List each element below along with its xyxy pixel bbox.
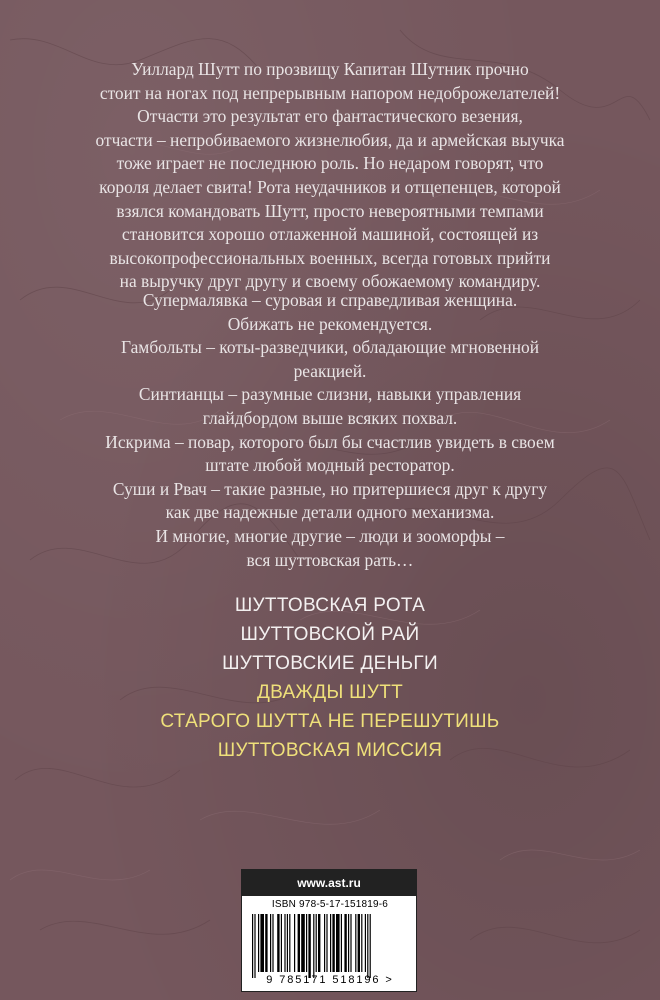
isbn-text: ISBN 978-5-17-151819-6 <box>271 899 389 910</box>
blurb-line: тоже играет не последнюю роль. Но недаром говорят, что <box>116 153 544 174</box>
character-line: Гамбольты – коты-разведчики, обладающие мгновенной <box>120 337 540 358</box>
barcode-bar <box>306 914 307 972</box>
series-title: ШУТТОВСКОЙ РАЙ <box>240 624 420 645</box>
barcode-bar <box>355 914 356 972</box>
barcode-bar <box>324 914 325 972</box>
barcode-bar <box>272 914 273 972</box>
series-title: ШУТТОВСКАЯ РОТА <box>234 595 426 616</box>
barcode-bar <box>318 914 320 972</box>
barcode-bar <box>265 914 267 972</box>
barcode-bar <box>344 914 346 972</box>
barcode-bar <box>289 914 290 972</box>
series-list <box>60 591 600 765</box>
series-title-highlighted: ШУТТОВСКАЯ МИССИЯ <box>217 740 443 761</box>
blurb-line: взялся командовать Шутт, просто невероятными темпами <box>116 200 544 221</box>
barcode-bar <box>287 914 288 972</box>
barcode-bar <box>358 914 360 972</box>
barcode-bar <box>270 914 271 972</box>
barcode-bar <box>332 914 334 972</box>
characters-paragraph <box>60 289 600 572</box>
barcode-bar <box>277 914 279 972</box>
blurb-line: стоит на ногах под непрерывным напором недоброжелателей! <box>99 82 561 103</box>
barcode-bar <box>341 914 342 972</box>
blurb-line: высокопрофессиональных военных, всегда готовых прийти <box>109 247 551 268</box>
character-line: Синтианцы – разумные слизни, навыки управления <box>138 384 522 405</box>
character-line: глайдбордом выше всяких похвал. <box>202 407 458 428</box>
barcode-bar <box>254 914 255 978</box>
blurb-line: отчасти – непробиваемого жизнелюбия, да и армейская выучка <box>95 129 565 150</box>
blurb-line: Уиллард Шутт по прозвищу Капитан Шутник прочно <box>131 59 529 79</box>
blurb-line: становится хорошо отлаженной машиной, состоящей из <box>121 224 539 245</box>
barcode-bar <box>361 914 362 972</box>
character-line: Искрима – повар, которого был бы счастлив увидеть в своем <box>105 431 555 452</box>
barcode-bar <box>365 914 366 972</box>
barcode-bar <box>367 914 368 978</box>
barcode-bar <box>294 914 295 972</box>
character-line: вся шуттовская рать… <box>246 549 414 570</box>
barcode-bar <box>281 914 282 972</box>
ean-digits: 9 785171 518196 > <box>266 974 394 986</box>
series-title-highlighted: ДВАЖДЫ ШУТТ <box>256 682 404 703</box>
blurb-line: на выручку друг другу и своему обожаемому командиру. <box>119 271 541 292</box>
blurb-line: короля делает свита! Рота неудачников и отщепенцев, которой <box>99 176 561 197</box>
barcode-bar <box>252 914 253 978</box>
series-title: ШУТТОВСКИЕ ДЕНЬГИ <box>222 653 438 674</box>
barcode-bar <box>284 914 285 972</box>
barcode-bar <box>308 914 310 978</box>
series-title-highlighted: СТАРОГО ШУТТА НЕ ПЕРЕШУТИШЬ <box>160 711 500 732</box>
character-line: Супермалявка – суровая и справедливая женщина. <box>142 290 518 310</box>
barcode-bar <box>258 914 259 972</box>
barcode-bar <box>370 914 371 978</box>
barcode-bars <box>252 914 408 978</box>
publisher-website: www.ast.ru <box>242 870 416 896</box>
blurb-line: Отчасти это результат его фантастического везения, <box>137 106 523 127</box>
blurb-paragraph <box>60 58 600 294</box>
barcode-block <box>241 869 417 992</box>
character-line: Обижать не рекомендуется. <box>227 313 433 334</box>
barcode-bar <box>298 914 300 972</box>
character-line: реакцией. <box>293 360 367 381</box>
character-line: Суши и Рвач – такие разные, но притершиеся друг к другу <box>112 478 548 499</box>
barcode-bar <box>301 914 305 972</box>
barcode-bar <box>313 914 314 978</box>
barcode-bar <box>336 914 340 972</box>
character-line: И многие, многие другие – люди и зооморфы – <box>155 525 505 546</box>
character-line: штате любой модный ресторатор. <box>205 455 455 476</box>
barcode-bar <box>330 914 331 972</box>
barcode-bar <box>350 914 351 972</box>
barcode-bar <box>348 914 349 972</box>
barcode-bar <box>316 914 317 972</box>
barcode-bar <box>326 914 327 972</box>
barcode-bar <box>260 914 264 972</box>
character-line: как две надежные детали одного механизма. <box>165 502 495 523</box>
